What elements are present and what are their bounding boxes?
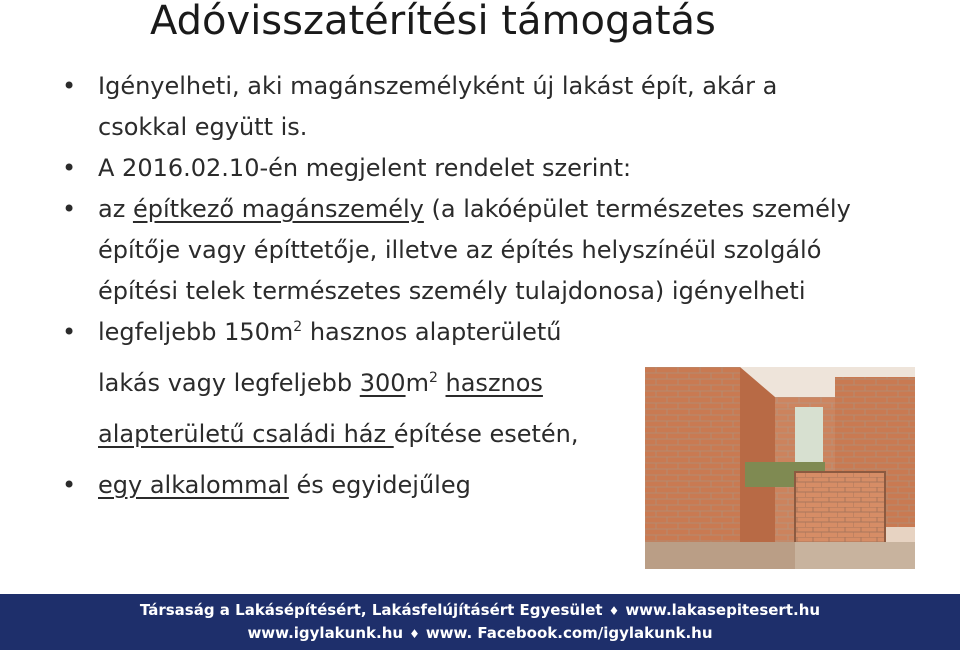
- footer-line-2: [0, 622, 960, 645]
- bullet-4-line2-a: lakás vagy legfeljebb: [98, 369, 360, 397]
- bullet-item-2: [62, 148, 862, 189]
- brick-construction-photo: [645, 367, 915, 569]
- brick-construction-illustration: [645, 367, 915, 569]
- bullet-4-line2-m: m: [405, 369, 429, 397]
- slide-title: Adóvisszatérítési támogatás: [150, 0, 716, 44]
- diamond-separator-icon: ♦: [409, 627, 420, 641]
- bullet-5-underlined: egy alkalommal: [98, 471, 289, 499]
- bullet-4-line3-u: alapterületű családi ház: [98, 420, 394, 448]
- bullet-3-pre: az: [98, 195, 133, 223]
- footer-line-1: [0, 594, 960, 622]
- bullet-2-text: A 2016.02.10-én megjelent rendelet szerint:: [98, 154, 632, 182]
- bullet-5-rest: és egyidejűleg: [288, 471, 471, 499]
- bullet-1-text: Igényelheti, aki magánszemélyként új lakást épít, akár a csokkal együtt is.: [98, 72, 778, 141]
- bullet-4-line2-sp: [438, 369, 446, 397]
- footer-link-igylakunk[interactable]: www.igylakunk.hu: [247, 624, 404, 642]
- bullet-4-line2-sup: 2: [428, 370, 438, 386]
- footer-link-facebook[interactable]: www. Facebook.com/igylakunk.hu: [425, 624, 713, 642]
- bullet-item-1: [62, 66, 862, 148]
- bullet-4-a: legfeljebb 150m: [98, 318, 294, 346]
- footer-association: Társaság a Lakásépítésért, Lakásfelújításért Egyesület: [139, 601, 603, 619]
- bullet-4-line2-u2: hasznos: [445, 369, 543, 397]
- bullet-4-line2-u1: 300: [359, 369, 406, 397]
- diamond-separator-icon: ♦: [608, 604, 620, 618]
- bullet-3-underlined: építkező magánszemély: [132, 195, 424, 223]
- bullet-4-line3-rest: építése esetén,: [393, 420, 579, 448]
- bullet-3-post: (a lakóépület természetes személy építője vagy építtetője, illetve az építés helyszínéül szolgáló építési telek természetes személy tulajdonosa) igényelheti: [98, 195, 851, 305]
- bullet-item-3: [62, 189, 862, 312]
- footer-bar: [0, 594, 960, 650]
- footer-link-lakasepitesert[interactable]: www.lakasepitesert.hu: [625, 601, 821, 619]
- bullet-4-sup: 2: [293, 319, 303, 335]
- bullet-4-b: hasznos alapterületű: [302, 318, 562, 346]
- bullet-item-4: [62, 312, 862, 353]
